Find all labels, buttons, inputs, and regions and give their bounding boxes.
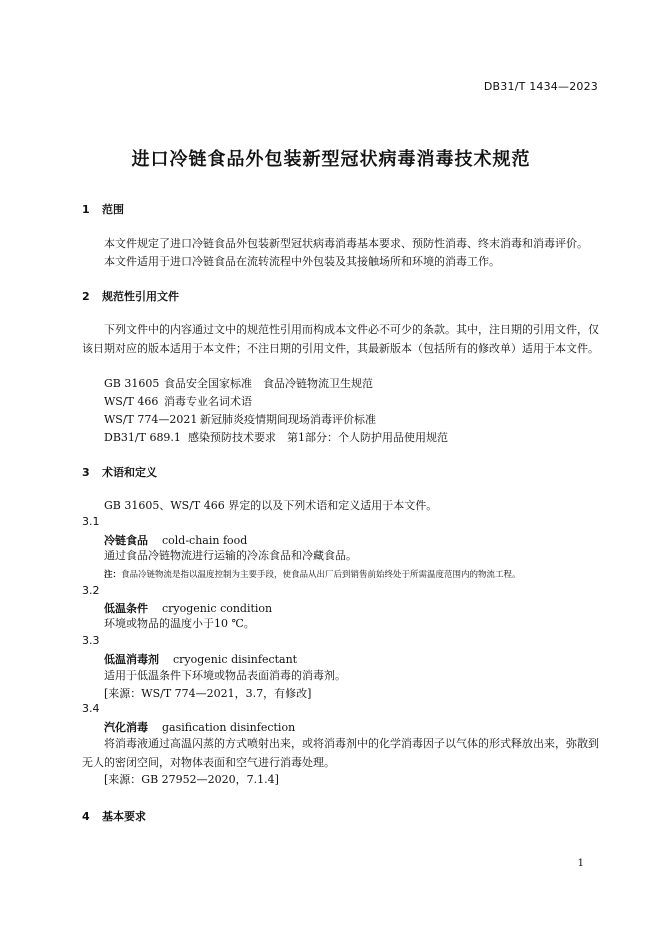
- normative-reference: [104, 410, 376, 429]
- term-source: [来源：GB 27952—2020，7.1.4]: [104, 773, 279, 786]
- section-title: 术语和定义: [102, 466, 157, 479]
- section-1-paragraph: 本文件适用于进口冷链食品在流转流程中外包装及其接触场所和环境的消毒工作。: [104, 255, 500, 268]
- reference-title: 新冠肺炎疫情期间现场消毒评价标准: [200, 413, 376, 426]
- normative-reference: [104, 428, 448, 447]
- term-note: [104, 568, 521, 580]
- section-number: 2: [82, 290, 90, 303]
- document-title: 进口冷链食品外包装新型冠状病毒消毒技术规范: [131, 149, 531, 170]
- normative-reference: [104, 392, 252, 411]
- term-definition: 适用于低温条件下环境或物品表面消毒的消毒剂。: [104, 669, 346, 682]
- section-1-heading: [82, 201, 124, 217]
- term-number: 3.1: [82, 515, 100, 528]
- document-number: DB31/T 1434—2023: [483, 80, 598, 93]
- section-3-intro: GB 31605、WS/T 466 界定的以及下列术语和定义适用于本文件。: [104, 499, 438, 512]
- term-number: 3.3: [82, 634, 100, 647]
- term-source: [来源：WS/T 774—2021，3.7，有修改]: [104, 687, 312, 700]
- reference-title: 食品安全国家标准 食品冷链物流卫生规范: [164, 377, 373, 390]
- reference-code: GB 31605: [104, 377, 160, 390]
- reference-title: 消毒专业名词术语: [164, 395, 252, 408]
- page-number: 1: [577, 858, 584, 869]
- term-chinese: 冷链食品: [104, 534, 148, 547]
- section-2-heading: [82, 288, 179, 304]
- term-number: 3.2: [82, 584, 100, 597]
- term-entry: [104, 719, 295, 735]
- note-text: 食品冷链物流是指以温度控制为主要手段，使食品从出厂后到销售前始终处于所需温度范围内的物流工程。: [121, 570, 521, 580]
- term-english: cryogenic disinfectant: [173, 653, 298, 666]
- section-4-heading: [82, 808, 146, 824]
- reference-code: WS/T 466: [104, 395, 159, 408]
- term-chinese: 汽化消毒: [104, 721, 148, 734]
- section-title: 范围: [102, 203, 124, 216]
- term-entry: [104, 651, 297, 667]
- term-definition: 将消毒液通过高温闪蒸的方式喷射出来，或将消毒剂中的化学消毒因子以气体的形式释放出来，弥散到无人的密闭空间，对物体表面和空气进行消毒处理。: [82, 737, 599, 769]
- section-title: 基本要求: [102, 810, 146, 823]
- term-chinese: 低温条件: [104, 602, 148, 615]
- term-english: cryogenic condition: [162, 602, 273, 615]
- section-number: 1: [82, 203, 90, 216]
- term-definition: 通过食品冷链物流进行运输的冷冻食品和冷藏食品。: [104, 549, 357, 562]
- section-number: 3: [82, 466, 90, 479]
- section-1-paragraph: 本文件规定了进口冷链食品外包装新型冠状病毒消毒基本要求、预防性消毒、终末消毒和消毒评价。: [104, 237, 588, 250]
- note-label: 注：: [104, 570, 122, 580]
- term-definition: 环境或物品的温度小于10 ℃。: [104, 617, 255, 630]
- section-title: 规范性引用文件: [102, 290, 179, 303]
- term-chinese: 低温消毒剂: [104, 653, 159, 666]
- reference-code: DB31/T 689.1: [104, 431, 181, 444]
- reference-code: WS/T 774—2021: [104, 413, 198, 426]
- section-2-intro: 下列文件中的内容通过文中的规范性引用而构成本文件必不可少的条款。其中，注日期的引用文件，仅该日期对应的版本适用于本文件；不注日期的引用文件，其最新版本（包括所有的修改单）适用于本文件。: [82, 323, 599, 355]
- term-english: gasification disinfection: [162, 721, 296, 734]
- term-number: 3.4: [82, 702, 100, 715]
- term-english: cold-chain food: [162, 534, 248, 547]
- section-number: 4: [82, 810, 90, 823]
- reference-title: 感染预防技术要求 第1部分：个人防护用品使用规范: [188, 431, 448, 444]
- section-3-heading: [82, 464, 157, 480]
- normative-reference: [104, 374, 373, 393]
